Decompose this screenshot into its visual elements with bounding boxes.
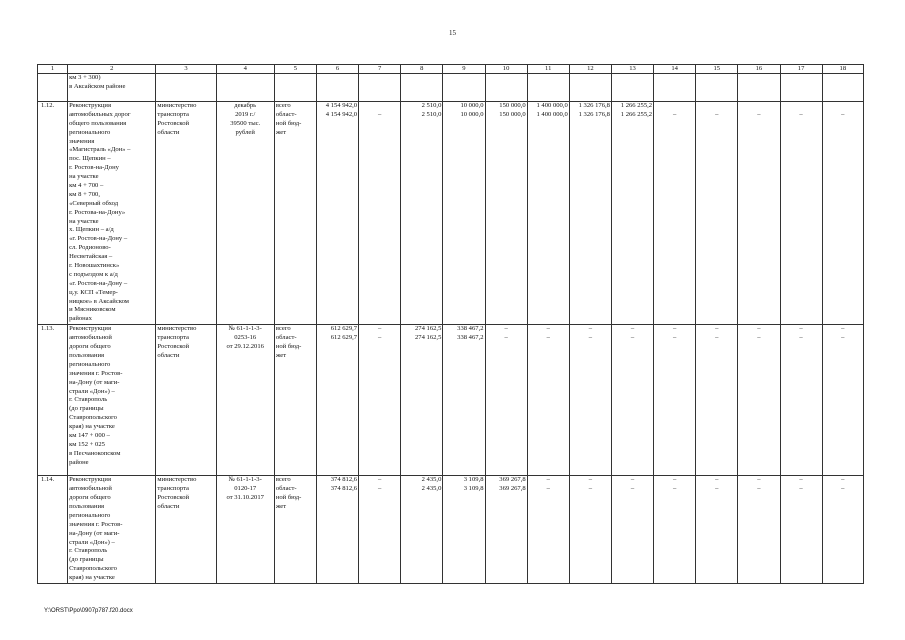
- object-name-line: км 4 + 700 –: [69, 182, 104, 190]
- amount-total: –: [546, 476, 550, 484]
- object-name-line: (до границы: [69, 556, 104, 564]
- amount-regional-budget: –: [715, 110, 719, 118]
- empty-cell: [696, 74, 738, 102]
- document-line: декабрь: [234, 102, 257, 109]
- object-name-line: км 152 + 025: [69, 440, 105, 448]
- amount-regional-budget: 2 510,0: [421, 110, 442, 118]
- empty-cell: [401, 74, 443, 102]
- amount-cell: [611, 476, 653, 584]
- document-cell: [216, 102, 274, 325]
- table-row: [38, 325, 864, 476]
- column-number: 15: [696, 65, 738, 74]
- amount-regional-budget: –: [799, 110, 803, 118]
- amount-regional-budget: 10 000,0: [460, 110, 484, 118]
- table-row: [38, 476, 864, 584]
- empty-cell: [738, 74, 780, 102]
- amount-cell: [443, 102, 485, 325]
- document-cell: [216, 476, 274, 584]
- amount-cell: [780, 325, 822, 476]
- amount-total: –: [588, 476, 593, 484]
- responsible-org-line: области: [157, 502, 180, 510]
- object-name-line: Реконструкция: [69, 325, 111, 333]
- amount-cell: [611, 325, 653, 476]
- responsible-org-line: министерство: [157, 102, 197, 109]
- amount-cell: [443, 476, 485, 584]
- funding-source-regional-line: ной бюд-: [275, 494, 302, 502]
- object-name-line: ницкое» в Аксайском: [69, 297, 129, 305]
- amount-regional-budget: –: [546, 485, 550, 493]
- funding-source-regional-line: област-: [275, 485, 297, 493]
- amount-total: –: [630, 325, 635, 333]
- object-name-line: края) на участке: [69, 574, 115, 582]
- object-name-line: х. Щепкин – а/д: [69, 226, 114, 234]
- amount-cell: [738, 325, 780, 476]
- object-name-line: Ставропольского: [69, 414, 117, 422]
- amount-cell: [359, 325, 401, 476]
- amount-total: –: [799, 476, 803, 484]
- object-name-cell: [68, 102, 156, 325]
- object-name-line: в Аксайском районе: [69, 82, 126, 90]
- amount-regional-budget: 612 629,7: [330, 334, 358, 342]
- amount-total: –: [841, 325, 845, 333]
- column-number: 2: [68, 65, 156, 74]
- amount-cell: [696, 476, 738, 584]
- funding-source-regional-line: област-: [275, 110, 297, 118]
- row-number-cell: 1.12.: [38, 102, 68, 325]
- amount-regional-budget: 3 109,8: [463, 485, 484, 493]
- document-line: № 61-1-1-3-: [228, 325, 262, 333]
- amount-total: 3 109,8: [463, 476, 484, 484]
- row-number-cell: 1.13.: [38, 325, 68, 476]
- amount-cell: [822, 325, 863, 476]
- amount-total: [782, 102, 821, 111]
- object-name-line: км 8 + 700,: [69, 190, 100, 198]
- object-name-line: дороги общего: [69, 343, 111, 351]
- object-name-line: Ставропольского: [69, 565, 117, 573]
- amount-cell: [822, 102, 863, 325]
- amount-regional-budget: 369 267,8: [499, 485, 526, 493]
- program-table: [37, 64, 864, 584]
- object-name-line: ц.у. КСП «Темер-: [69, 288, 118, 296]
- amount-cell: [569, 102, 611, 325]
- amount-cell: [780, 102, 822, 325]
- amount-regional-budget: –: [673, 334, 677, 342]
- amount-total: –: [841, 476, 845, 484]
- column-number: 13: [611, 65, 653, 74]
- amount-total: 2 435,0: [421, 476, 442, 484]
- amount-cell: [485, 325, 527, 476]
- object-name-line: страли «Дон») –: [69, 387, 115, 395]
- amount-cell: [611, 102, 653, 325]
- amount-total: 150 000,0: [499, 102, 526, 109]
- object-name-line: на участке: [69, 173, 99, 181]
- amount-total: –: [673, 476, 677, 484]
- amount-total: [739, 102, 778, 111]
- amount-total: 369 267,8: [499, 476, 526, 484]
- object-name-cell: [68, 476, 156, 584]
- responsible-org-cell: [156, 325, 216, 476]
- column-number: 5: [274, 65, 316, 74]
- amount-regional-budget: –: [630, 334, 635, 342]
- responsible-org-line: министерство: [157, 476, 197, 484]
- amount-regional-budget: 4 154 942,0: [325, 110, 358, 118]
- amount-regional-budget: –: [757, 110, 761, 118]
- column-number: 3: [156, 65, 216, 74]
- amount-cell: [527, 325, 569, 476]
- amount-total: –: [378, 476, 382, 484]
- object-name-line: регионального: [69, 128, 111, 136]
- page-number: 15: [449, 29, 456, 37]
- empty-cell: [569, 74, 611, 102]
- object-name-line: Реконструкция: [69, 102, 111, 109]
- amount-total: –: [757, 476, 761, 484]
- amount-cell: [401, 102, 443, 325]
- funding-source-total: всего: [275, 476, 291, 484]
- document-line: от 29.12.2016: [226, 343, 264, 351]
- object-name-line: дороги общего: [69, 494, 111, 502]
- document-line: рублей: [235, 128, 255, 136]
- continuation-row: [38, 74, 864, 102]
- empty-cell: [156, 74, 216, 102]
- amount-cell: [654, 476, 696, 584]
- empty-cell: [485, 74, 527, 102]
- amount-total: –: [378, 325, 382, 333]
- amount-total: –: [504, 325, 508, 333]
- funding-source-regional-line: жет: [275, 128, 287, 136]
- funding-source-regional-line: област-: [275, 334, 297, 342]
- amount-total: 612 629,7: [330, 325, 358, 333]
- empty-cell: [527, 74, 569, 102]
- document-line: 2019 г./: [235, 110, 256, 118]
- amount-total: 274 162,5: [415, 325, 442, 333]
- object-name-line: пос. Щепкин –: [69, 155, 111, 163]
- amount-regional-budget: –: [841, 334, 845, 342]
- amount-regional-budget: –: [799, 334, 803, 342]
- amount-cell: [780, 476, 822, 584]
- column-number: 10: [485, 65, 527, 74]
- amount-regional-budget: –: [378, 334, 382, 342]
- amount-regional-budget: –: [757, 485, 761, 493]
- object-name-line: регионального: [69, 360, 111, 368]
- object-name-line: значения г. Ростов-: [69, 520, 123, 528]
- object-name-line: «г. Ростов-на-Дону –: [69, 279, 128, 287]
- object-name-line: «г. Ростов-на-Дону –: [69, 235, 128, 243]
- amount-regional-budget: 1 400 000,0: [536, 110, 568, 118]
- empty-cell: [780, 74, 822, 102]
- amount-total: 374 812,6: [330, 476, 358, 484]
- amount-regional-budget: –: [841, 110, 845, 118]
- object-name-line: г. Ростов-на-Дону: [69, 164, 119, 172]
- object-name-line: общего пользования: [69, 119, 127, 127]
- column-number: 8: [401, 65, 443, 74]
- amount-regional-budget: 1 266 255,2: [620, 110, 653, 118]
- amount-cell: [359, 102, 401, 325]
- object-name-line: края) на участке: [69, 423, 115, 431]
- object-name-line: Реконструкция: [69, 476, 111, 484]
- amount-cell: [738, 102, 780, 325]
- document-line: от 31.10.2017: [226, 494, 264, 502]
- object-name-line: автомобильной: [69, 334, 112, 342]
- amount-total: [697, 102, 736, 111]
- column-number: 12: [569, 65, 611, 74]
- amount-cell: [485, 102, 527, 325]
- column-number: 11: [527, 65, 569, 74]
- column-number: 1: [38, 65, 68, 74]
- amount-cell: [527, 476, 569, 584]
- funding-source-cell: [274, 102, 316, 325]
- amount-total: 10 000,0: [460, 102, 484, 109]
- funding-source-regional-line: жет: [275, 351, 287, 359]
- column-number: 17: [780, 65, 822, 74]
- amount-regional-budget: 374 812,6: [330, 485, 358, 493]
- amount-cell: [696, 102, 738, 325]
- object-name-line: страли «Дон») –: [69, 538, 115, 546]
- document-line: № 61-1-1-3-: [228, 476, 262, 484]
- empty-cell: [611, 74, 653, 102]
- amount-total: 1 326 176,8: [578, 102, 610, 109]
- amount-regional-budget: –: [715, 485, 719, 493]
- object-name-line: сл. Родионово-: [69, 244, 111, 252]
- table-row: [38, 102, 864, 325]
- document-line: 0120-17: [234, 485, 257, 493]
- responsible-org-line: области: [157, 128, 180, 136]
- document-cell: [216, 325, 274, 476]
- amount-cell: [401, 325, 443, 476]
- funding-source-total: всего: [275, 102, 291, 109]
- amount-regional-budget: –: [378, 110, 382, 118]
- column-number: 6: [316, 65, 358, 74]
- document-line: 39500 тыс.: [230, 119, 261, 127]
- amount-cell: [485, 476, 527, 584]
- amount-regional-budget: –: [630, 485, 635, 493]
- amount-total: [824, 102, 862, 111]
- object-name-line: регионального: [69, 511, 111, 519]
- column-number: 16: [738, 65, 780, 74]
- column-number: 18: [822, 65, 863, 74]
- column-number-row: [38, 65, 864, 74]
- object-name-line: км 147 + 000 –: [69, 431, 110, 439]
- amount-cell: [738, 476, 780, 584]
- amount-total: –: [799, 325, 803, 333]
- responsible-org-line: министерство: [157, 325, 197, 333]
- object-name-line: с подъездом к а/д: [69, 270, 118, 278]
- amount-cell: [822, 476, 863, 584]
- object-name-line: районе: [69, 458, 89, 466]
- responsible-org-line: транспорта: [157, 110, 189, 118]
- empty-cell: [359, 74, 401, 102]
- funding-source-cell: [274, 325, 316, 476]
- amount-regional-budget: –: [715, 334, 719, 342]
- amount-regional-budget: –: [378, 485, 382, 493]
- amount-cell: [654, 325, 696, 476]
- responsible-org-cell: [156, 476, 216, 584]
- empty-cell: [822, 74, 863, 102]
- object-name-line: г. Ставрополь: [69, 547, 108, 555]
- amount-regional-budget: –: [799, 485, 803, 493]
- funding-source-cell: [274, 476, 316, 584]
- amount-regional-budget: –: [757, 334, 761, 342]
- funding-source-regional-line: ной бюд-: [275, 343, 302, 351]
- amount-regional-budget: –: [841, 485, 845, 493]
- empty-cell: [654, 74, 696, 102]
- amount-cell: [316, 325, 358, 476]
- empty-cell: [443, 74, 485, 102]
- funding-source-regional-line: ной бюд-: [275, 119, 302, 127]
- amount-regional-budget: –: [504, 334, 508, 342]
- amount-regional-budget: 274 162,5: [415, 334, 442, 342]
- amount-regional-budget: –: [546, 334, 550, 342]
- object-name-line: значения г. Ростов-: [69, 369, 123, 377]
- amount-cell: [401, 476, 443, 584]
- amount-cell: [316, 102, 358, 325]
- amount-regional-budget: 2 435,0: [421, 485, 442, 493]
- object-name-line: районах: [69, 315, 92, 323]
- amount-cell: [654, 102, 696, 325]
- responsible-org-line: области: [157, 351, 180, 359]
- column-number: 7: [359, 65, 401, 74]
- object-name-line: на участке: [69, 217, 99, 225]
- amount-regional-budget: –: [673, 110, 677, 118]
- object-name-line: «Северный обход: [69, 199, 119, 207]
- object-name-line: на-Дону (от маги-: [69, 529, 120, 537]
- object-name-cell: [68, 325, 156, 476]
- responsible-org-line: транспорта: [157, 485, 189, 493]
- amount-total: –: [673, 325, 677, 333]
- object-name-line: значения: [69, 137, 95, 145]
- amount-cell: [316, 476, 358, 584]
- amount-total: –: [630, 476, 635, 484]
- object-name-line: автомобильной: [69, 485, 112, 493]
- object-name-cell: [68, 74, 156, 102]
- amount-cell: [443, 325, 485, 476]
- amount-regional-budget: 1 326 176,8: [578, 110, 610, 118]
- column-number: 4: [216, 65, 274, 74]
- funding-source-regional-line: жет: [275, 502, 287, 510]
- responsible-org-line: Ростовской: [157, 494, 190, 502]
- amount-cell: [569, 325, 611, 476]
- responsible-org-line: Ростовской: [157, 119, 190, 127]
- empty-cell: [38, 74, 68, 102]
- object-name-line: (до границы: [69, 405, 104, 413]
- object-name-line: Несветайская –: [69, 253, 113, 261]
- amount-total: 4 154 942,0: [325, 102, 358, 109]
- amount-cell: [359, 476, 401, 584]
- empty-cell: [316, 74, 358, 102]
- responsible-org-line: Ростовской: [157, 343, 190, 351]
- column-number: 14: [654, 65, 696, 74]
- empty-cell: [274, 74, 316, 102]
- amount-total: –: [588, 325, 593, 333]
- object-name-line: пользования: [69, 502, 105, 510]
- amount-total: –: [715, 325, 719, 333]
- object-name-line: и Мясниковском: [69, 306, 116, 314]
- amount-total: –: [715, 476, 719, 484]
- amount-regional-budget: –: [588, 334, 593, 342]
- amount-total: –: [546, 325, 550, 333]
- object-name-line: г. Ростова-на-Дону»: [69, 208, 126, 216]
- file-path-footer: Y:\ORST\Ppo\0907p787.f20.docx: [44, 608, 133, 614]
- object-name-line: в Песчанокопском: [69, 449, 121, 457]
- amount-total: 2 510,0: [421, 102, 442, 109]
- column-number: 9: [443, 65, 485, 74]
- object-name-line: пользования: [69, 351, 105, 359]
- row-number-cell: 1.14.: [38, 476, 68, 584]
- empty-cell: [216, 74, 274, 102]
- amount-total: 1 400 000,0: [536, 102, 568, 109]
- amount-regional-budget: 150 000,0: [499, 110, 526, 118]
- amount-cell: [527, 102, 569, 325]
- object-name-line: автомобильных дорог: [69, 110, 131, 118]
- document-line: 0253-16: [234, 334, 257, 342]
- amount-total: 1 266 255,2: [620, 102, 653, 109]
- amount-cell: [569, 476, 611, 584]
- object-name-line: км 3 + 300): [69, 74, 101, 81]
- responsible-org-cell: [156, 102, 216, 325]
- funding-source-total: всего: [275, 325, 291, 333]
- amount-regional-budget: 338 467,2: [457, 334, 484, 342]
- object-name-line: г. Новошахтинск»: [69, 262, 120, 270]
- amount-cell: [696, 325, 738, 476]
- responsible-org-line: транспорта: [157, 334, 189, 342]
- amount-total: –: [757, 325, 761, 333]
- amount-total: 338 467,2: [457, 325, 484, 333]
- amount-total: [655, 102, 694, 111]
- amount-regional-budget: –: [673, 485, 677, 493]
- object-name-line: на-Дону (от маги-: [69, 378, 120, 386]
- object-name-line: г. Ставрополь: [69, 396, 108, 404]
- object-name-line: «Магистраль «Дон» –: [69, 146, 131, 154]
- amount-total: [360, 102, 399, 111]
- amount-regional-budget: –: [588, 485, 593, 493]
